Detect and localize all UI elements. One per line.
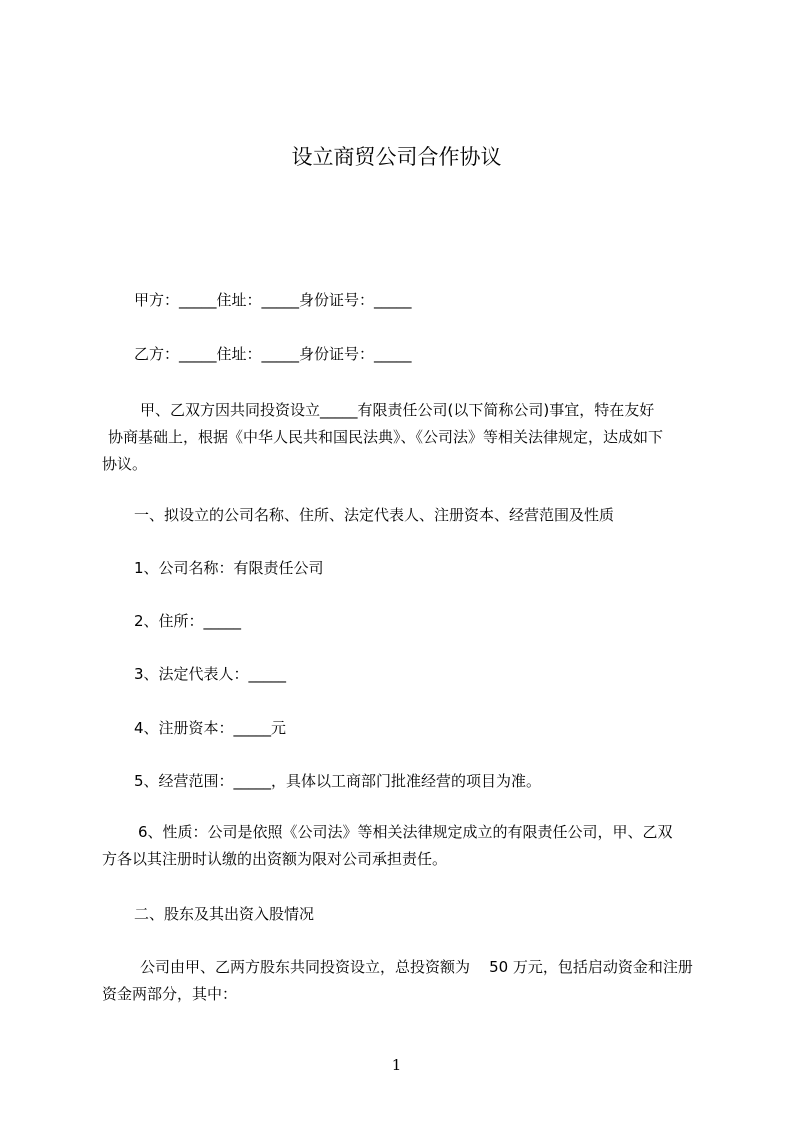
intro-line-3: 协议。: [102, 455, 148, 473]
section-2-body-line-1: 公司由甲、乙两方股东共同投资设立，总投资额为 50 万元，包括启动资金和注册: [140, 958, 693, 976]
party-b-line: 乙方：_____住址：_____身份证号：_____: [134, 345, 412, 363]
intro-paragraph: [102, 397, 714, 478]
section-2-body-line-2: 资金两部分，其中：: [102, 985, 238, 1003]
document-title: 设立商贸公司合作协议: [291, 145, 502, 169]
intro-line-1: 甲、乙双方因共同投资设立_____有限责任公司(以下简称公司)事宜，特在友好: [140, 401, 655, 419]
section-1-item-business-scope: 5、经营范围：_____，具体以工商部门批准经营的项目为准。: [134, 772, 542, 790]
section-2-heading: 二、股东及其出资入股情况: [134, 905, 315, 923]
section-1-item-registered-capital: 4、注册资本：_____元: [134, 719, 287, 737]
section-1-item-address: 2、住所：_____: [134, 612, 242, 630]
party-a-line: 甲方：_____住址：_____身份证号：_____: [134, 291, 412, 309]
section-1-heading: 一、拟设立的公司名称、住所、法定代表人、注册资本、经营范围及性质: [134, 506, 615, 524]
page-number: 1: [391, 1056, 402, 1074]
nature-line-2: 方各以其注册时认缴的出资额为限对公司承担责任。: [102, 850, 448, 868]
section-1-item-legal-rep: 3、法定代表人：_____: [134, 665, 287, 683]
nature-line-1: 6、性质：公司是依照《公司法》等相关法律规定成立的有限责任公司，甲、乙双: [138, 823, 673, 841]
section-2-body: [102, 954, 714, 1008]
section-1-item-company-name: 1、公司名称：有限责任公司: [134, 559, 324, 577]
section-1-item-nature: [102, 819, 714, 873]
intro-line-2: 协商基础上，根据《中华人民共和国民法典》、《公司法》等相关法律规定，达成如下: [108, 428, 664, 446]
